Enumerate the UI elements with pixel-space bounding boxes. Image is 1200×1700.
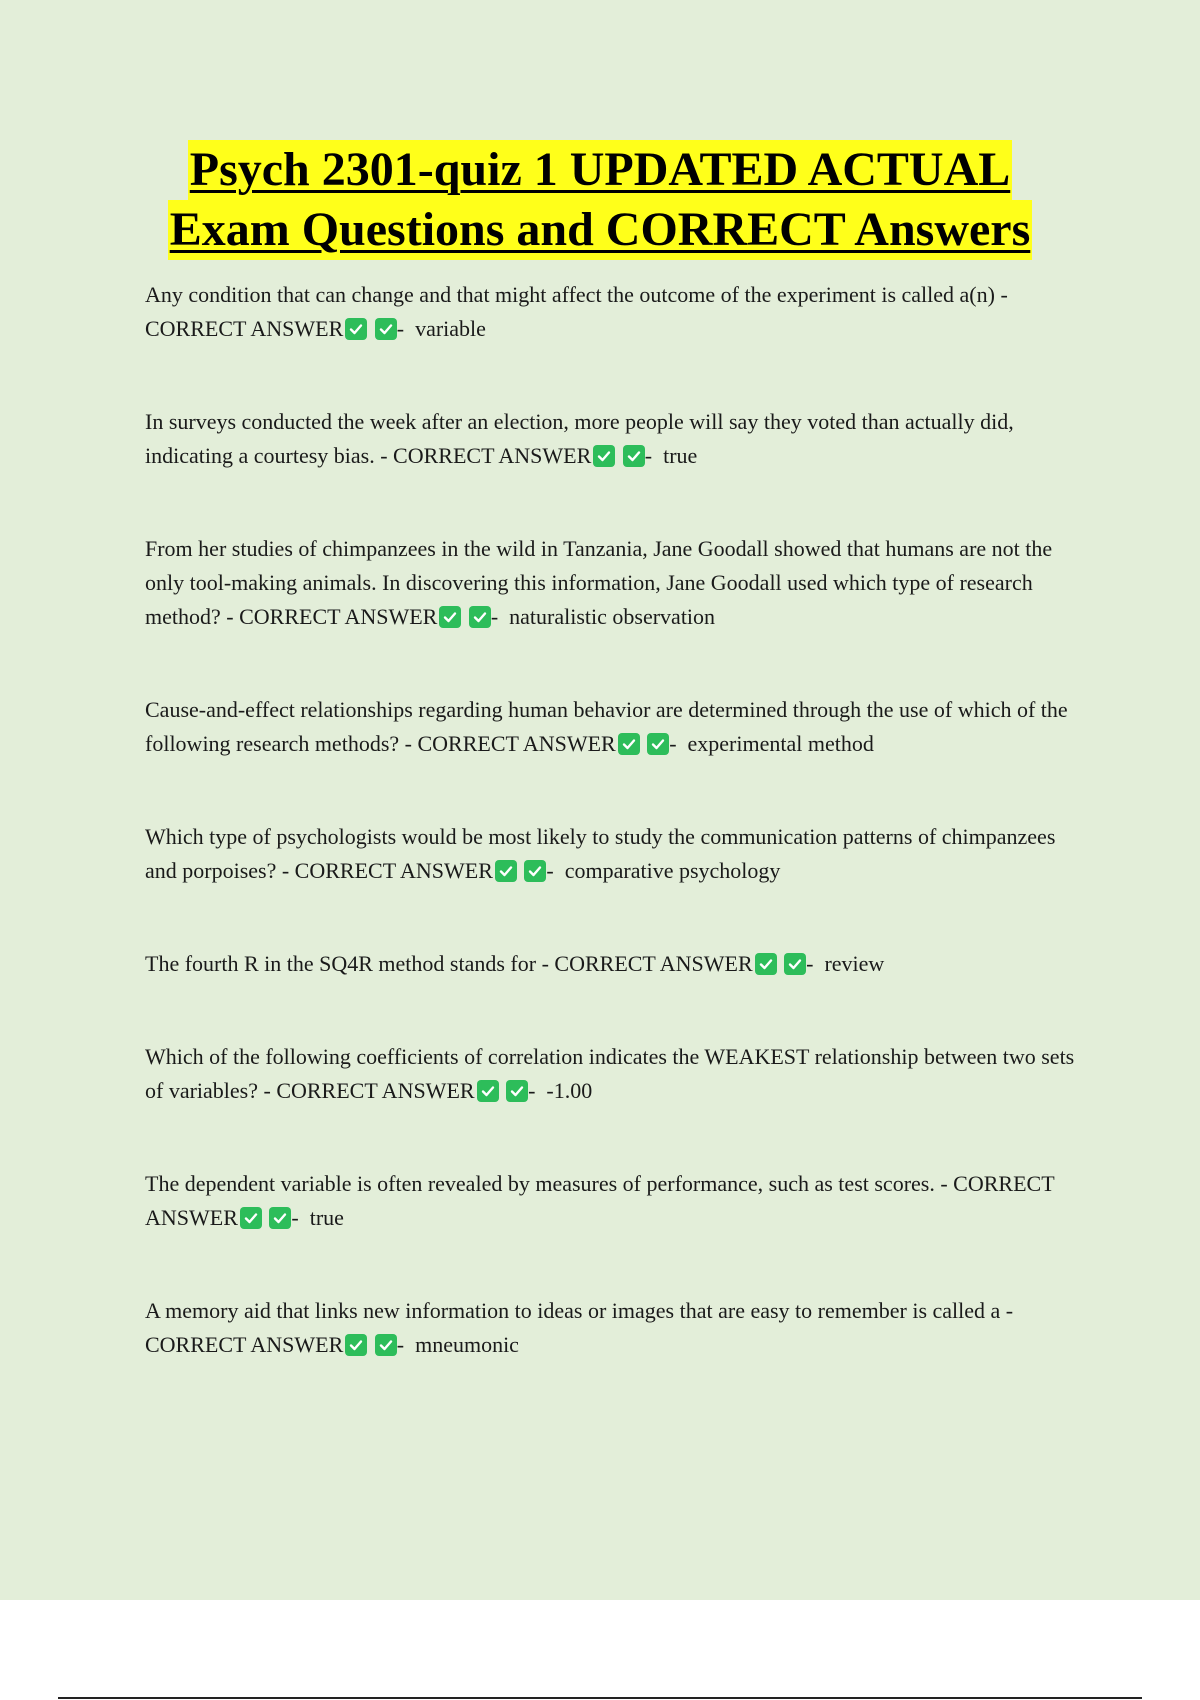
qa-item: The dependent variable is often revealed by measures of performance, such as test scores. - CORRECT ANSWER - true	[145, 1171, 1055, 1230]
check-box-icon	[375, 318, 397, 340]
question-text: Any condition that can change and that might affect the outcome of the experiment is called a(n)	[145, 282, 995, 307]
question-text: The fourth R in the SQ4R method stands for	[145, 951, 537, 976]
correct-answer-marker: - CORRECT ANSWER	[226, 604, 438, 629]
question-text: Which type of psychologists would be most likely to study the communication patterns of chimpanzees and porpoises?	[145, 824, 1056, 883]
qa-item: Cause-and-effect relationships regarding human behavior are determined through the use of which of the following research methods? - CORRECT ANSWER - experimental method	[145, 697, 1068, 756]
check-box-icon	[495, 860, 517, 882]
check-box-icon	[784, 953, 806, 975]
qa-item: Which type of psychologists would be most likely to study the communication patterns of chimpanzees and porpoises? - CORRECT ANSWER - comparative psychology	[145, 824, 1056, 883]
check-box-icon	[345, 318, 367, 340]
question-text: In surveys conducted the week after an election, more people will say they voted than actually did, indicating a courtesy bias.	[145, 409, 1014, 468]
qa-item: Which of the following coefficients of correlation indicates the WEAKEST relationship between two sets of variables? - CORRECT ANSWER - -1.00	[145, 1044, 1075, 1103]
qa-item: In surveys conducted the week after an election, more people will say they voted than actually did, indicating a courtesy bias. - CORRECT ANSWER - true	[145, 409, 1014, 468]
check-box-icon	[269, 1207, 291, 1229]
correct-answer-marker: - CORRECT ANSWER	[541, 951, 753, 976]
footer-rule	[58, 1697, 1142, 1699]
answer-text: -1.00	[546, 1078, 593, 1103]
correct-answer-marker: - CORRECT ANSWER	[145, 1298, 1014, 1357]
correct-answer-marker: - CORRECT ANSWER	[145, 1171, 1055, 1230]
correct-answer-marker: - CORRECT ANSWER	[281, 858, 493, 883]
document-title	[0, 140, 1200, 260]
check-box-icon	[593, 445, 615, 467]
check-box-icon	[240, 1207, 262, 1229]
question-text: Which of the following coefficients of correlation indicates the WEAKEST relationship between two sets of variables?	[145, 1044, 1075, 1103]
check-box-icon	[469, 606, 491, 628]
check-box-icon	[439, 606, 461, 628]
check-box-icon	[755, 953, 777, 975]
check-box-icon	[623, 445, 645, 467]
answer-text: variable	[415, 316, 486, 341]
correct-answer-marker: - CORRECT ANSWER	[404, 731, 616, 756]
answer-text: naturalistic observation	[509, 604, 716, 629]
correct-answer-marker: - CORRECT ANSWER	[380, 443, 592, 468]
qa-item: Any condition that can change and that might affect the outcome of the experiment is called a(n) - CORRECT ANSWER - variable	[145, 282, 1008, 341]
answer-text: experimental method	[687, 731, 874, 756]
answer-text: review	[824, 951, 885, 976]
answer-text: true	[309, 1205, 344, 1230]
question-text: From her studies of chimpanzees in the wild in Tanzania, Jane Goodall showed that humans are not the only tool-making animals. In discovering this information, Jane Goodall used which type of research method?	[145, 536, 1053, 629]
check-box-icon	[375, 1334, 397, 1356]
correct-answer-marker: - CORRECT ANSWER	[145, 282, 1008, 341]
check-box-icon	[345, 1334, 367, 1356]
qa-list	[145, 278, 1090, 1421]
correct-answer-marker: - CORRECT ANSWER	[263, 1078, 475, 1103]
check-box-icon	[618, 733, 640, 755]
answer-text: comparative psychology	[564, 858, 781, 883]
question-text: A memory aid that links new information to ideas or images that are easy to remember is called a	[145, 1298, 1001, 1323]
title-line-1: Psych 2301-quiz 1 UPDATED ACTUAL	[188, 140, 1013, 200]
qa-item: The fourth R in the SQ4R method stands for - CORRECT ANSWER - review	[145, 951, 885, 976]
check-box-icon	[477, 1080, 499, 1102]
check-box-icon	[506, 1080, 528, 1102]
question-text: The dependent variable is often revealed by measures of performance, such as test scores.	[145, 1171, 935, 1196]
check-box-icon	[647, 733, 669, 755]
answer-text: mneumonic	[415, 1332, 519, 1357]
qa-item: A memory aid that links new information to ideas or images that are easy to remember is called a - CORRECT ANSWER - mneumonic	[145, 1298, 1014, 1357]
qa-item: From her studies of chimpanzees in the wild in Tanzania, Jane Goodall showed that humans are not the only tool-making animals. In discovering this information, Jane Goodall used which type of research method? - CORRECT ANSWER - naturalistic observation	[145, 536, 1053, 629]
answer-text: true	[663, 443, 698, 468]
question-text: Cause-and-effect relationships regarding human behavior are determined through the use of which of the following research methods?	[145, 697, 1068, 756]
check-box-icon	[524, 860, 546, 882]
title-line-2: Exam Questions and CORRECT Answers	[168, 200, 1033, 260]
